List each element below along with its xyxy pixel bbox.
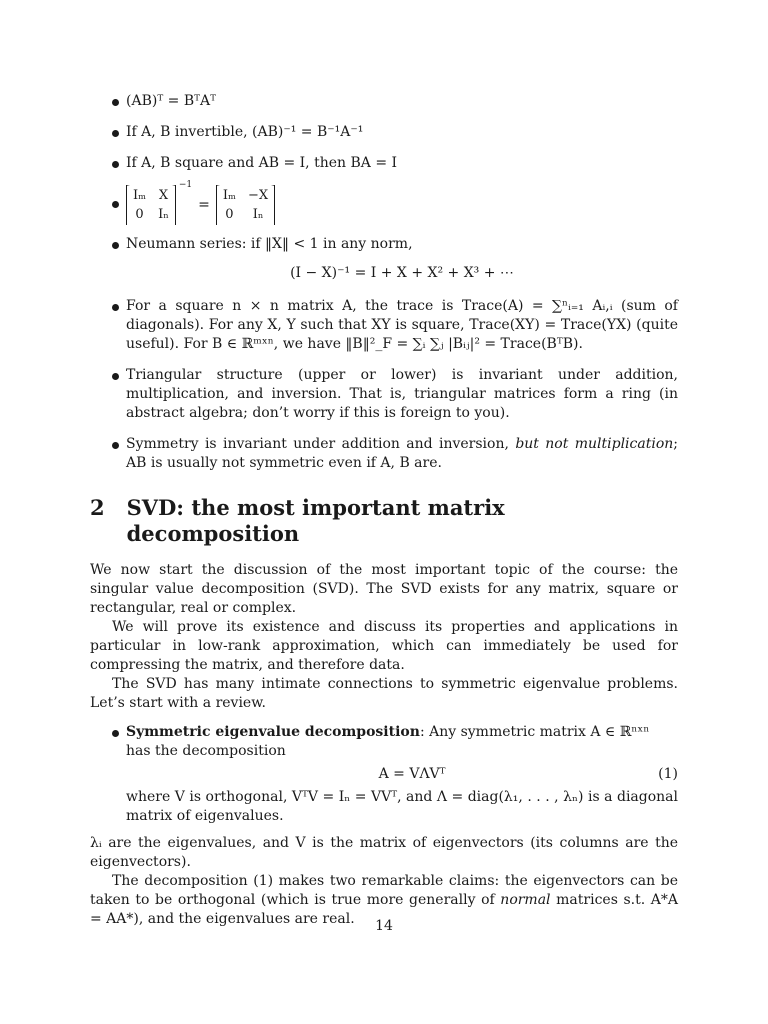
matrix-cell: Iₘ [222,188,236,203]
bullet-text: : Any symmetric matrix A ∈ ℝⁿˣⁿ has the decomposition [126,724,650,759]
section-heading [90,495,678,547]
paragraph: λᵢ are the eigenvalues, and V is the matrix of eigenvectors (its columns are the eigenvectors). [90,835,678,870]
paragraph-text: The decomposition (1) makes two remarkable claims: the eigenvectors can be taken to be orthogonal (which is true more generally of [90,873,678,908]
equation: A = VΛVᵀ [378,766,446,782]
bullet-icon [112,730,119,737]
list-item [90,235,678,283]
bullet-text: If A, B invertible, (AB)⁻¹ = B⁻¹A⁻¹ [126,124,364,140]
matrix-cell: −X [248,188,269,203]
page-content [90,92,678,929]
paragraph-text: matrices s.t. A*A = AA*), and the eigenvalues are real. [90,892,679,927]
equation-line [126,765,678,784]
list-item [90,180,678,225]
bullet-icon [112,242,119,249]
list-item [90,723,678,826]
bullet-icon [112,130,119,137]
matrix-cell: Iₙ [158,207,169,222]
bullet-text: Triangular structure (upper or lower) is invariant under addition, multiplication, and inversion. That is, triangular matrices form a ring (in abstract algebra; don’t worry if this is foreign to you). [126,367,678,421]
left-matrix [126,185,176,225]
term-bold: Symmetric eigenvalue decomposition [126,724,420,740]
equation-number: (1) [658,766,678,782]
matrix-cell: X [158,188,169,203]
eigen-list [90,723,678,826]
bullet-text: (AB)ᵀ = BᵀAᵀ [126,93,216,109]
paragraph: The SVD has many intimate connections to symmetric eigenvalue problems. Let’s start with a review. [90,676,678,711]
bullet-icon [112,201,119,208]
matrix-cell: 0 [135,207,144,222]
section-title: SVD: the most important matrix decomposition [126,495,505,546]
bullet-icon [112,442,119,449]
emphasis-text: but not multiplication [515,436,674,452]
list-item [90,435,678,473]
matrix-cell: Iₘ [133,188,147,203]
list-item [90,154,678,173]
neumann-equation: (I − X)⁻¹ = I + X + X² + X³ + ⋯ [290,265,514,281]
list-item [90,123,678,142]
right-matrix [216,185,275,225]
bullet-text: Symmetry is invariant under addition and inversion, [126,436,516,452]
bullet-text: For a square n × n matrix A, the trace is Trace(A) = ∑ⁿᵢ₌₁ Aᵢ,ᵢ (sum of diagonals). For any X, Y such that XY is square, Trace(XY) = Trace(YX) (quite useful). For B ∈ ℝᵐˣⁿ, we have ‖B‖²_F = ∑ᵢ ∑ⱼ |Bᵢⱼ|² = Trace(BᵀB). [126,298,678,352]
bullet-icon [112,99,119,106]
property-list [90,92,678,473]
bullet-text: where V is orthogonal, VᵀV = Iₙ = VVᵀ, and Λ = diag(λ₁, . . . , λₙ) is a diagonal matrix of eigenvalues. [126,789,678,824]
neumann-intro: Neumann series: if ‖X‖ < 1 in any norm, [126,236,413,252]
page-number: 14 [375,918,393,934]
list-item [90,92,678,111]
list-item [90,366,678,423]
bullet-text: If A, B square and AB = I, then BA = I [126,155,398,171]
paragraph: We now start the discussion of the most important topic of the course: the singular value decomposition (SVD). The SVD exists for any matrix, square or rectangular, real or complex. [90,562,678,616]
paragraph: We will prove its existence and discuss its properties and applications in particular in low-rank approximation, which can immediately be used for compressing the matrix, and therefore data. [90,619,678,673]
matrix-cell: Iₙ [252,207,264,222]
equals-sign: = [198,196,210,213]
matrix-cell: 0 [225,207,234,222]
bullet-icon [112,373,119,380]
bullet-icon [112,161,119,168]
bullet-text: ; AB is usually not symmetric even if A, B are. [126,436,678,471]
bullet-icon [112,304,119,311]
block-matrix-identity: Iₘ X 0 Iₙ −1 = Iₘ −X 0 Iₙ [126,185,678,225]
list-item [90,297,678,354]
section-number: 2 [90,495,105,520]
emphasis-text: normal [500,892,551,908]
